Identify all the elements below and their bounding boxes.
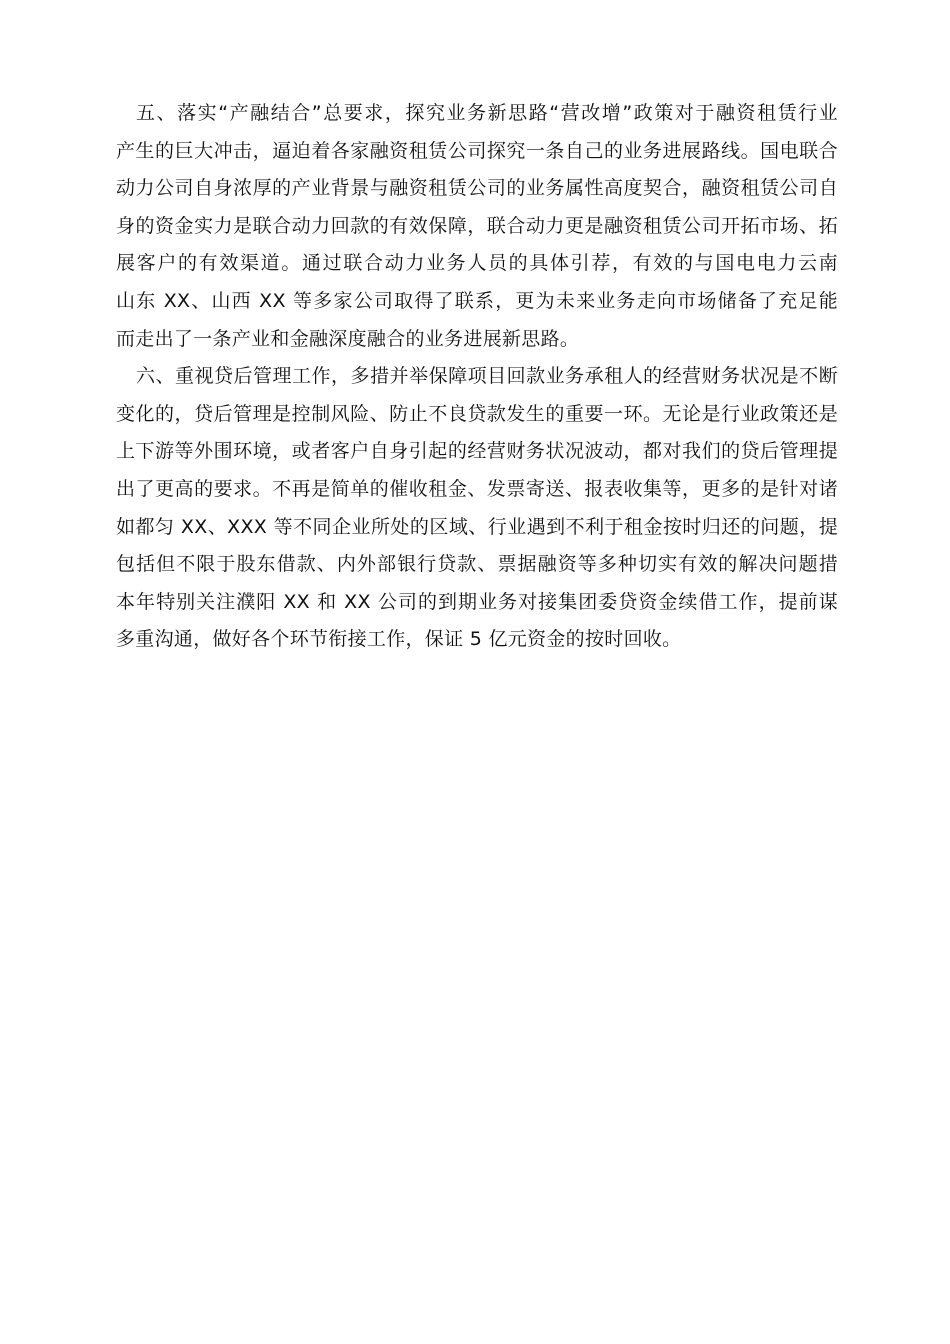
text-line: 本年特别关注濮阳 XX 和 XX 公司的到期业务对接集团委贷资金续借工作，提前谋 — [116, 590, 838, 613]
text-line: 多重沟通，做好各个环节衔接工作，保证 5 亿元资金的按时回收。 — [116, 628, 682, 651]
text-line: 展客户的有效渠道。通过联合动力业务人员的具体引荐，有效的与国电电力云南 — [116, 252, 838, 275]
paragraph-5 — [116, 95, 838, 358]
text-line: 六、重视贷后管理工作，多措并举保障项目回款业务承租人的经营财务状况是不断 — [136, 365, 838, 388]
text-line: 出了更高的要求。不再是简单的催收租金、发票寄送、报表收集等，更多的是针对诸 — [116, 477, 838, 500]
text-line: 包括但不限于股东借款、内外部银行贷款、票据融资等多种切实有效的解决问题措 — [116, 553, 838, 576]
text-line: 动力公司自身浓厚的产业背景与融资租赁公司的业务属性高度契合，融资租赁公司自 — [116, 177, 838, 200]
text-line: 产生的巨大冲击，逼迫着各家融资租赁公司探究一条自己的业务进展路线。国电联合 — [116, 139, 838, 162]
text-line: 身的资金实力是联合动力回款的有效保障，联合动力更是融资租赁公司开拓市场、拓 — [116, 214, 838, 237]
text-line: 五、落实“产融结合”总要求，探究业务新思路“营改增”政策对于融资租赁行业 — [136, 102, 838, 124]
paragraph-6 — [116, 358, 838, 659]
text-line: 山东 XX、山西 XX 等多家公司取得了联系，更为未来业务走向市场储备了充足能 — [116, 289, 838, 312]
text-line: 如都匀 XX、XXX 等不同企业所处的区域、行业遇到不利于租金按时归还的问题，提 — [116, 515, 838, 538]
text-line: 而走出了一条产业和金融深度融合的业务进展新思路。 — [116, 327, 580, 350]
document-body — [116, 95, 838, 659]
text-line: 上下游等外围环境，或者客户自身引起的经营财务状况波动，都对我们的贷后管理提 — [116, 440, 838, 463]
text-line: 变化的，贷后管理是控制风险、防止不良贷款发生的重要一环。无论是行业政策还是 — [116, 402, 838, 425]
